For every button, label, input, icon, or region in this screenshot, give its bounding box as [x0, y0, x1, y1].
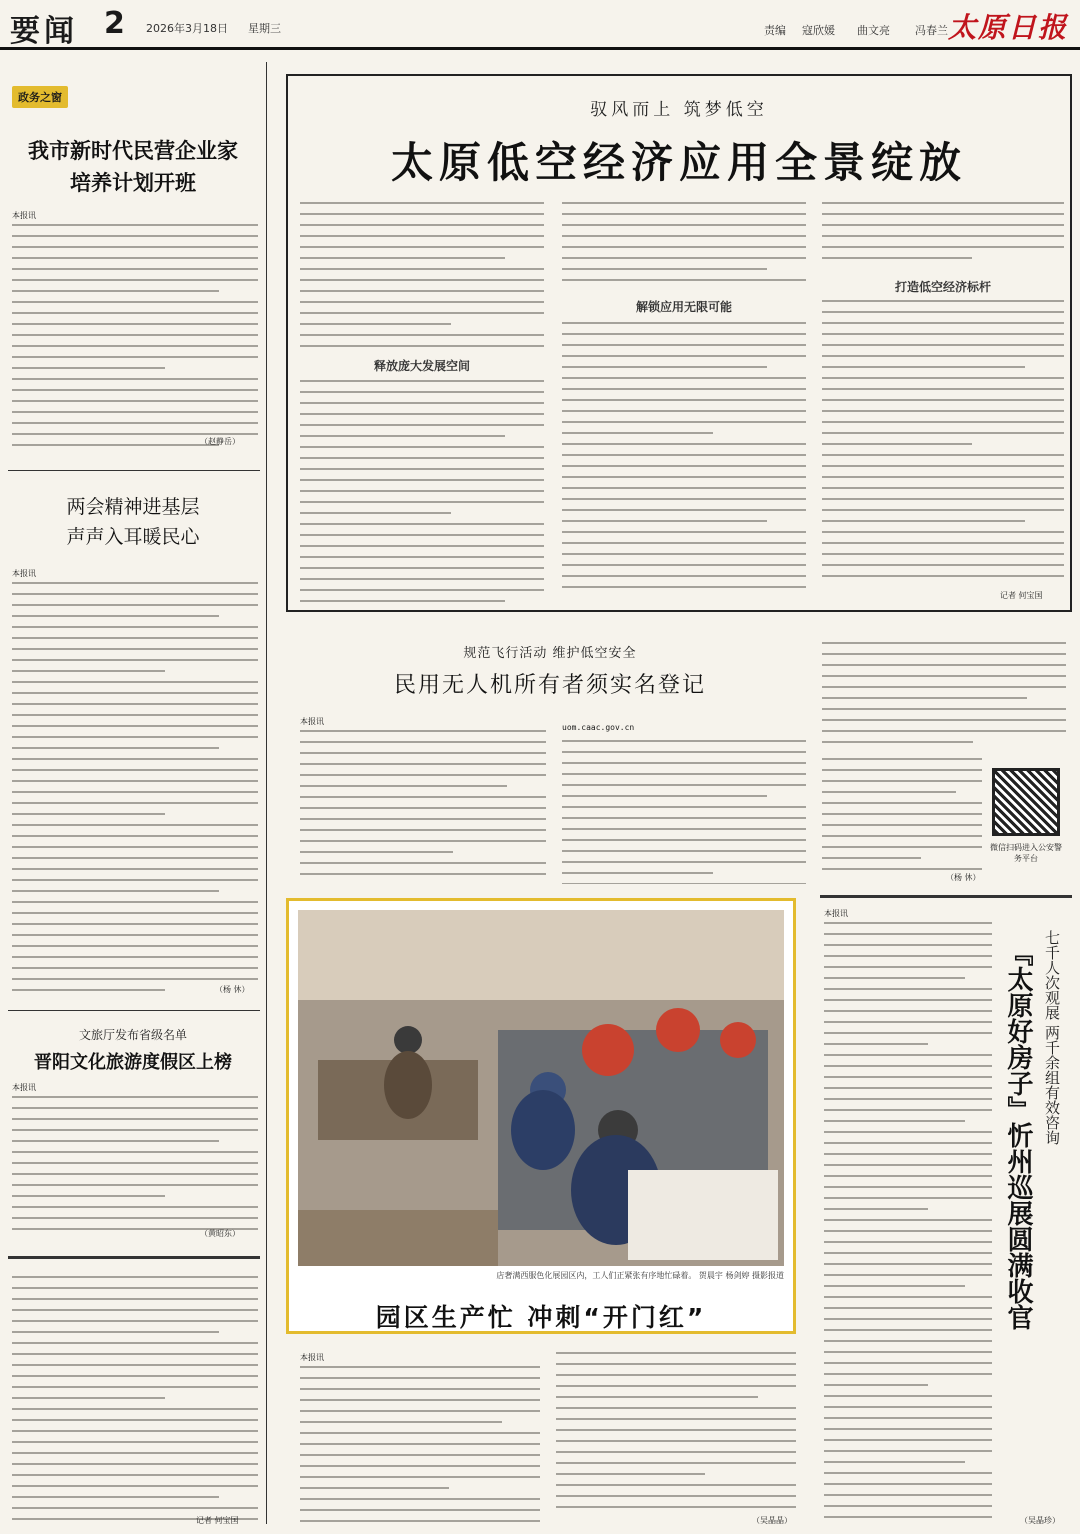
section-tag: 政务之窗	[12, 86, 68, 108]
lead-body-col3-a	[822, 202, 1064, 270]
page-number: 2	[104, 6, 125, 41]
editor-name-2: 曲文亮	[857, 24, 890, 37]
article-kicker-tourism: 文旅厅发布省级名单	[78, 1028, 187, 1042]
drone-body-col1	[300, 730, 546, 884]
photo-caption: 店奢满西服色化展园区内，工人们正紧张有序地忙碌着。 贺晨宇 杨剑婷 摄影报道	[496, 1271, 784, 1280]
issue-date: 2026年3月18日	[146, 22, 228, 35]
signature-3: （黄昭东）	[200, 1229, 240, 1238]
lead-byline: 记者 何宝国	[1000, 591, 1043, 600]
editor-name-1: 寇欣媛	[802, 24, 835, 37]
masthead-bar	[0, 0, 1080, 50]
lead-title: 太原低空经济应用全景绽放	[390, 138, 967, 187]
lead-subhead-1: 释放庞大发展空间	[373, 359, 470, 373]
drone-title: 民用无人机所有者须实名登记	[393, 673, 706, 698]
qr-caption: 微信扫码进入公安警务平台	[990, 843, 1062, 863]
article-body-entrepreneurs	[12, 224, 258, 446]
drone-kicker: 规范飞行活动 维护低空安全	[463, 646, 637, 661]
divider	[8, 470, 260, 471]
drone-body-col3	[822, 642, 1066, 752]
house-title-vertical: 『太原好房子』忻州巡展圆满收官	[1003, 940, 1033, 1330]
lead-body-col1-a	[300, 202, 544, 348]
house-signature: （吴晶珍）	[1020, 1516, 1060, 1525]
article-byline-3: 本报讯	[12, 1083, 36, 1092]
signature-4: 记者 何宝国	[196, 1516, 239, 1525]
drone-byline: 本报讯	[300, 717, 324, 726]
lead-body-col2-a	[562, 202, 806, 288]
house-kicker-vertical: 七千人次观展 两千余组有效咨询	[1043, 930, 1061, 1145]
article-title-two-sessions: 两会精神进基层 声声入耳暖民心	[66, 496, 200, 548]
lead-body-col1-b	[300, 380, 544, 602]
photo-story-body-col2	[556, 1352, 796, 1512]
editor-name-3: 冯春兰	[915, 24, 948, 37]
article-body-tourism	[12, 1096, 258, 1236]
factory-workers-illustration	[298, 910, 784, 1266]
signature-1: （赵静岳）	[200, 437, 240, 446]
drone-body-col3-b	[822, 758, 982, 878]
section-name: 要闻	[10, 14, 78, 49]
article-byline-2: 本报讯	[12, 569, 36, 578]
divider	[820, 895, 1072, 898]
column-rule-left	[266, 62, 267, 1524]
signature-2: （杨 休）	[215, 985, 250, 994]
drone-signature: （杨 休）	[946, 873, 981, 882]
article-body-two-sessions	[12, 582, 258, 992]
article-body-continued	[12, 1276, 258, 1520]
lead-subhead-2: 解锁应用无限可能	[635, 300, 732, 314]
photo-story-signature: （吴晶晶）	[752, 1516, 792, 1525]
photo-story-byline: 本报讯	[300, 1353, 324, 1362]
drone-registration-url: uom.caac.gov.cn	[562, 723, 635, 732]
lead-kicker: 驭风而上 筑梦低空	[590, 100, 768, 120]
article-byline-1: 本报讯	[12, 211, 36, 220]
paper-logo: 太原日报	[947, 11, 1068, 44]
factory-photo	[298, 910, 784, 1266]
article-title-entrepreneurs: 我市新时代民营企业家 培养计划开班	[28, 139, 238, 195]
drone-body-col2	[562, 740, 806, 884]
lead-subhead-3: 打造低空经济标杆	[894, 280, 991, 294]
article-title-tourism: 晋阳文化旅游度假区上榜	[34, 1052, 232, 1073]
lead-body-col3-b	[822, 300, 1064, 588]
photo-story-body-col1	[300, 1366, 540, 1522]
editor-label: 责编	[764, 24, 786, 37]
house-byline: 本报讯	[824, 909, 848, 918]
divider	[8, 1256, 260, 1259]
lead-body-col2-b	[562, 322, 806, 602]
house-body	[824, 922, 992, 1520]
photo-story-title: 园区生产忙 冲刺“开门红”	[375, 1303, 707, 1332]
divider	[8, 1010, 260, 1011]
qr-code-icon	[992, 768, 1060, 836]
issue-weekday: 星期三	[248, 22, 281, 35]
